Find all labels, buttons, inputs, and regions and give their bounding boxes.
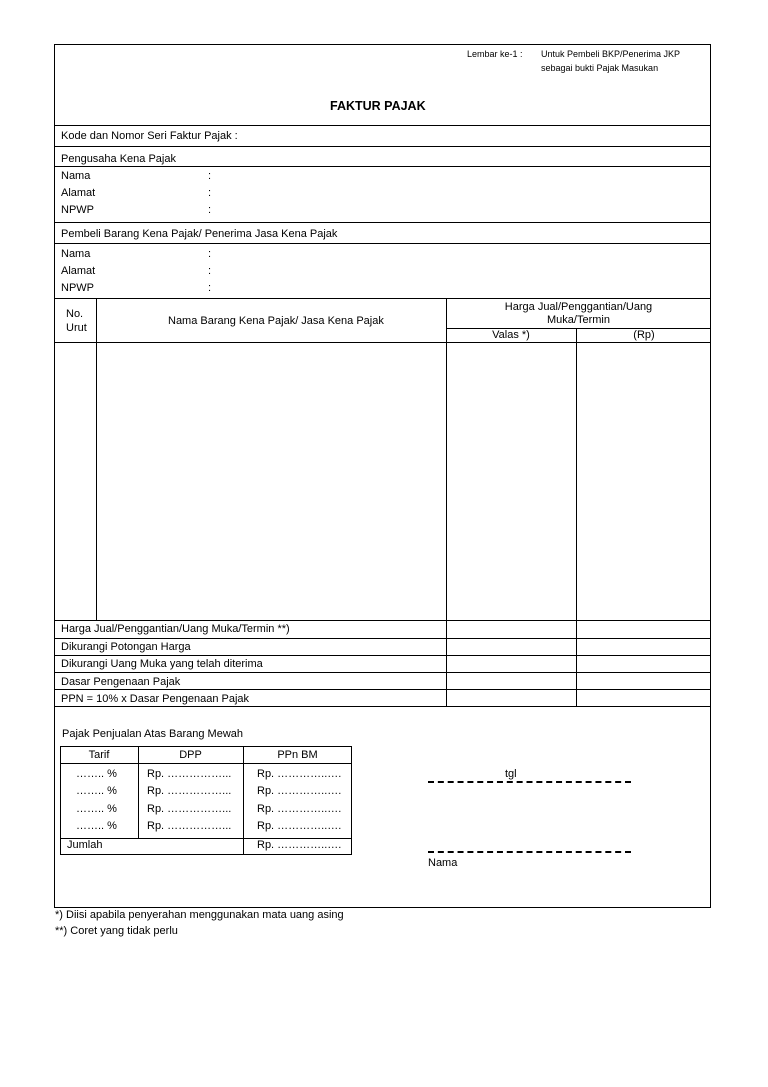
buyer-npwp-label: NPWP — [61, 282, 94, 294]
ppnbm-row-tarif: …….. % — [76, 820, 117, 832]
date-label: tgl — [505, 768, 517, 780]
ppnbm-row-tarif: …….. % — [76, 803, 117, 815]
total-row-ppn: PPN = 10% x Dasar Pengenaan Pajak — [61, 693, 250, 705]
col-dpp: DPP — [179, 749, 202, 761]
divider — [54, 166, 711, 167]
col-divider — [446, 298, 447, 706]
ppnbm-row-value: Rp. …………..…. — [257, 768, 342, 780]
divider — [54, 620, 711, 621]
ppnbm-row-value: Rp. …………..…. — [257, 820, 342, 832]
sheet-label: Lembar ke-1 : — [467, 49, 523, 59]
divider — [60, 763, 352, 764]
date-line — [428, 781, 631, 783]
seller-section-label: Pengusaha Kena Pajak — [61, 153, 176, 165]
page-title: FAKTUR PAJAK — [330, 99, 426, 113]
col-no-line2: Urut — [66, 322, 87, 334]
divider — [54, 146, 711, 147]
ppnbm-row-dpp: Rp. ……………... — [147, 768, 232, 780]
divider — [54, 638, 711, 639]
sheet-desc-line1: Untuk Pembeli BKP/Penerima JKP — [541, 49, 681, 59]
ppnbm-row-value: Rp. …………..…. — [257, 785, 342, 797]
col-valas: Valas *) — [492, 329, 530, 341]
buyer-address-label: Alamat — [61, 265, 96, 277]
divider — [54, 222, 711, 223]
col-divider — [96, 298, 97, 620]
divider — [54, 342, 711, 343]
total-row-dpp: Dasar Pengenaan Pajak — [61, 676, 181, 688]
ppnbm-row-dpp: Rp. ……………... — [147, 803, 232, 815]
signer-name-label: Nama — [428, 857, 458, 869]
ppnbm-total-label: Jumlah — [67, 839, 103, 851]
divider — [54, 706, 711, 707]
total-row-uang-muka: Dikurangi Uang Muka yang telah diterima — [61, 658, 263, 670]
divider — [54, 689, 711, 690]
divider — [54, 125, 711, 126]
ppnbm-row-dpp: Rp. ……………... — [147, 785, 232, 797]
col-item-name: Nama Barang Kena Pajak/ Jasa Kena Pajak — [168, 315, 384, 327]
seller-npwp-colon: : — [208, 204, 212, 216]
divider — [54, 243, 711, 244]
buyer-npwp-colon: : — [208, 282, 212, 294]
ppnbm-section-label: Pajak Penjualan Atas Barang Mewah — [62, 728, 244, 740]
ppnbm-total-value: Rp. …………..…. — [257, 839, 342, 851]
divider — [54, 298, 711, 299]
divider — [54, 672, 711, 673]
seller-address-colon: : — [208, 187, 212, 199]
col-rp: (Rp) — [633, 329, 655, 341]
ppnbm-row-tarif: …….. % — [76, 785, 117, 797]
footnote-currency: *) Diisi apabila penyerahan menggunakan mata uang asing — [55, 909, 344, 921]
invoice-code-label: Kode dan Nomor Seri Faktur Pajak : — [61, 130, 238, 142]
col-no-line1: No. — [66, 308, 84, 320]
buyer-section-label: Pembeli Barang Kena Pajak/ Penerima Jasa Kena Pajak — [61, 228, 338, 240]
footnote-strike: **) Coret yang tidak perlu — [55, 925, 178, 937]
col-price-line2: Muka/Termin — [547, 314, 610, 326]
col-divider — [576, 328, 577, 706]
sheet-desc-line2: sebagai bukti Pajak Masukan — [541, 63, 659, 73]
seller-name-label: Nama — [61, 170, 91, 182]
buyer-name-label: Nama — [61, 248, 91, 260]
seller-npwp-label: NPWP — [61, 204, 94, 216]
total-row-harga-jual: Harga Jual/Penggantian/Uang Muka/Termin **) — [61, 623, 290, 635]
ppnbm-row-tarif: …….. % — [76, 768, 117, 780]
ppnbm-row-value: Rp. …………..…. — [257, 803, 342, 815]
total-row-potongan: Dikurangi Potongan Harga — [61, 641, 191, 653]
divider — [54, 655, 711, 656]
buyer-name-colon: : — [208, 248, 212, 260]
seller-address-label: Alamat — [61, 187, 96, 199]
buyer-address-colon: : — [208, 265, 212, 277]
signature-line — [428, 851, 631, 853]
ppnbm-row-dpp: Rp. ……………... — [147, 820, 232, 832]
col-tarif: Tarif — [88, 749, 110, 761]
col-price-line1: Harga Jual/Penggantian/Uang — [504, 301, 653, 313]
col-ppnbm: PPn BM — [277, 749, 318, 761]
seller-name-colon: : — [208, 170, 212, 182]
